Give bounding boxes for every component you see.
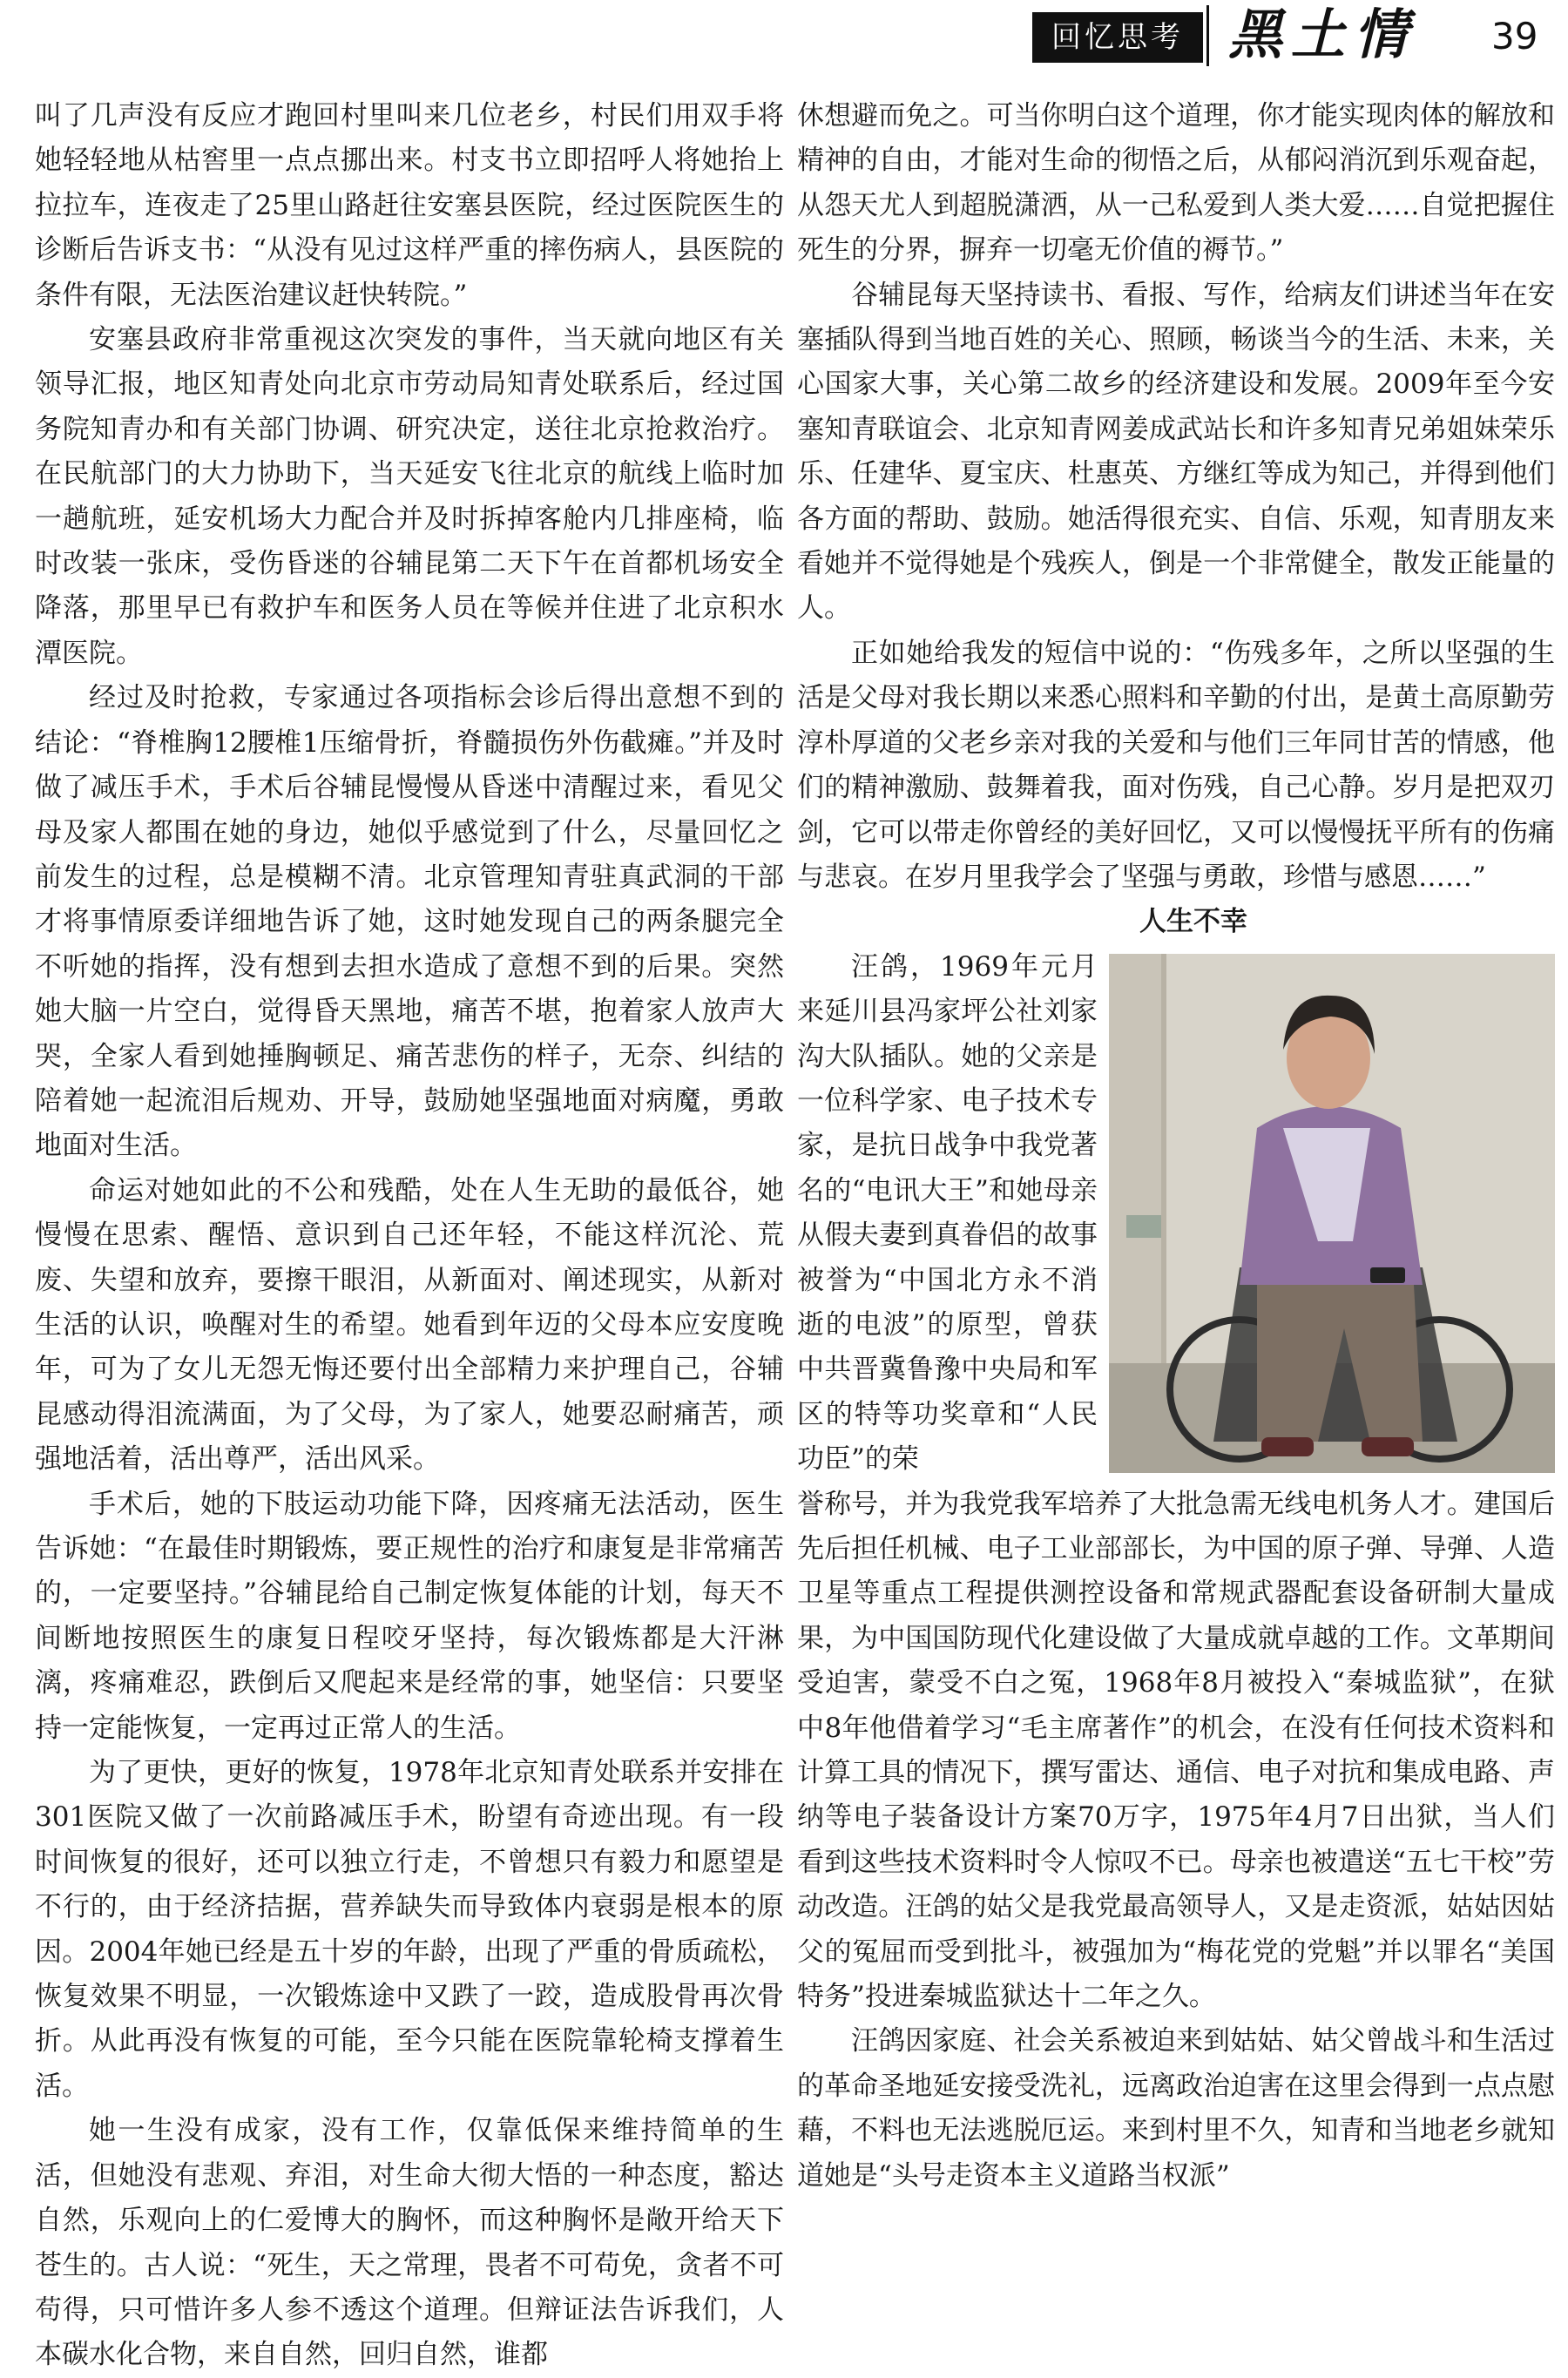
left-column <box>35 94 784 2378</box>
paragraph: 正如她给我发的短信中说的：“伤残多年，之所以坚强的生活是父母对我长期以来悉心照料和辛勤的付出，是黄土高原勤劳淳朴厚道的父老乡亲对我的关爱和与他们三年同甘苦的情感，他们的精神激励、鼓舞着我，面对伤残，自己心静。岁月是把双刃剑，它可以带走你曾经的美好回忆，又可以慢慢抚平所有的伤痛与悲哀。在岁月里我学会了坚强与勇敢，珍惜与感恩……” <box>797 637 1555 893</box>
paragraph: 汪鸽因家庭、社会关系被迫来到姑姑、姑父曾战斗和生活过的革命圣地延安接受洗礼，远离政治迫害在这里会得到一点点慰藉，不料也无法逃脱厄运。来到村里不久，知青和当地老乡就知道她是“头号走资本主义道路当权派” <box>797 2025 1555 2192</box>
paragraph: 手术后，她的下肢运动功能下降，因疼痛无法活动，医生告诉她：“在最佳时期锻炼，要正规性的治疗和康复是非常痛苦的，一定要坚持。”谷辅昆给自己制定恢复体能的计划，每天不间断地按照医生的康复日程咬牙坚持，每次锻炼都是大汗淋漓，疼痛难忍，跌倒后又爬起来是经常的事，她坚信：只要坚持一定能恢复，一定再过正常人的生活。 <box>35 1488 784 1744</box>
paragraph: 为了更快，更好的恢复，1978年北京知青处联系并安排在301医院又做了一次前路减压手术，盼望有奇迹出现。有一段时间恢复的很好，还可以独立行走，不曾想只有毅力和愿望是不行的，由于经济拮据，营养缺失而导致体内衰弱是根本的原因。2004年她已经是五十岁的年龄，出现了严重的骨质疏松，恢复效果不明显，一次锻炼途中又跌了一跤，造成股骨再次骨折。从此再没有恢复的可能，至今只能在医院靠轮椅支撑着生活。 <box>35 1757 784 2102</box>
right-column <box>797 94 1555 2199</box>
section-tag: 回忆思考 <box>1032 12 1203 63</box>
paragraph: 叫了几声没有反应才跑回村里叫来几位老乡，村民们用双手将她轻轻地从枯窖里一点点挪出来。村支书立即招呼人将她抬上拉拉车，连夜走了25里山路赶往安塞县医院，经过医院医生的诊断后告诉支书：“从没有见过这样严重的摔伤病人，县医院的条件有限，无法医治建议赶快转院。” <box>35 100 784 311</box>
section-subheading: 人生不幸 <box>1139 906 1247 938</box>
paragraph: 安塞县政府非常重视这次突发的事件，当天就向地区有关领导汇报，地区知青处向北京市劳动局知青处联系后，经过国务院知青办和有关部门协调、研究决定，送往北京抢救治疗。在民航部门的大力协助下，当天延安飞往北京的航线上临时加一趟航班，延安机场大力配合并及时拆掉客舱内几排座椅，临时改装一张床，受伤昏迷的谷辅昆第二天下午在首都机场安全降落，那里早已有救护车和医务人员在等候并住进了北京积水潭医院。 <box>35 324 784 669</box>
paragraph: 谷辅昆每天坚持读书、看报、写作，给病友们讲述当年在安塞插队得到当地百姓的关心、照顾，畅谈当今的生活、未来，关心国家大事，关心第二故乡的经济建设和发展。2009年至今安塞知青联谊会、北京知青网姜成武站长和许多知青兄弟姐妹荣乐乐、任建华、夏宝庆、杜惠英、方继红等成为知己，并得到他们各方面的帮助、鼓励。她活得很充实、自信、乐观，知青朋友来看她并不觉得她是个残疾人，倒是一个非常健全，散发正能量的人。 <box>797 279 1555 625</box>
paragraph: 休想避而免之。可当你明白这个道理，你才能实现肉体的解放和精神的自由，才能对生命的彻悟之后，从郁闷消沉到乐观奋起，从怨天尤人到超脱潇洒，从一己私爱到人类大爱……自觉把握住死生的分界，摒弃一切毫无价值的褥节。” <box>797 100 1555 267</box>
header-divider <box>1206 5 1209 66</box>
photo-illustration <box>1109 954 1555 1473</box>
paragraph: 汪鸽，1969年元月来延川县冯家坪公社刘家沟大队插队。她的父亲是一位科学家、电子技术专家，是抗日战争中我党著名的“电讯大王”和她母亲从假夫妻到真眷侣的故事被誉为“中国北方永不消逝的电波”的原型，曾获中共晋冀鲁豫中央局和军区的特等功奖章和“人民功臣”的荣 <box>797 950 1098 1476</box>
paragraph: 她一生没有成家，没有工作，仅靠低保来维持简单的生活，但她没有悲观、弃泪，对生命大彻大悟的一种态度，豁达自然，乐观向上的仁爱博大的胸怀，而这种胸怀是敞开给天下苍生的。古人说：“死生，天之常理，畏者不可苟免，贪者不可苟得，只可惜许多人参不透这个道理。但辩证法告诉我们，人本碳水化合物，来自自然，回归自然，谁都 <box>35 2115 784 2371</box>
page-number: 39 <box>1491 15 1538 57</box>
woman-in-wheelchair-photo <box>1109 954 1555 1473</box>
photo-wrap-block <box>797 945 1555 1483</box>
paragraph: 经过及时抢救，专家通过各项指标会诊后得出意想不到的结论：“脊椎胸12腰椎1压缩骨折，脊髓损伤外伤截瘫。”并及时做了减压手术，手术后谷辅昆慢慢从昏迷中清醒过来，看见父母及家人都围在她的身边，她似乎感觉到了什么，尽量回忆之前发生的过程，总是模糊不清。北京管理知青驻真武洞的干部才将事情原委详细地告诉了她，这时她发现自己的两条腿完全不听她的指挥，没有想到去担水造成了意想不到的后果。突然她大脑一片空白，觉得昏天黑地，痛苦不堪，抱着家人放声大哭，全家人看到她捶胸顿足、痛苦悲伤的样子，无奈、纠结的陪着她一起流泪后规劝、开导，鼓励她坚强地面对病魔，勇敢地面对生活。 <box>35 682 784 1162</box>
paragraph: 命运对她如此的不公和残酷，处在人生无助的最低谷，她慢慢在思索、醒悟、意识到自己还年轻，不能这样沉沦、荒废、失望和放弃，要擦干眼泪，从新面对、阐述现实，从新对生活的认识，唤醒对生的希望。她看到年迈的父母本应安度晚年，可为了女儿无怨无悔还要付出全部精力来护理自己，谷辅昆感动得泪流满面，为了父母，为了家人，她要忍耐痛苦，顽强地活着，活出尊严，活出风采。 <box>35 1174 784 1476</box>
page-header <box>0 0 1568 78</box>
magazine-title: 黑土情 <box>1228 3 1417 66</box>
paragraph: 誉称号，并为我党我军培养了大批急需无线电机务人才。建国后先后担任机械、电子工业部部长，为中国的原子弹、导弹、人造卫星等重点工程提供测控设备和常规武器配套设备研制大量成果，为中国国防现代化建设做了大量成就卓越的工作。文革期间受迫害，蒙受不白之冤，1968年8月被投入“秦城监狱”，在狱中8年他借着学习“毛主席著作”的机会，在没有任何技术资料和计算工具的情况下，撰写雷达、通信、电子对抗和集成电路、声纳等电子装备设计方案70万字，1975年4月7日出狱，当人们看到这些技术资料时令人惊叹不已。母亲也被遣送“五七干校”劳动改造。汪鸽的姑父是我党最高领导人，又是走资派，姑姑因姑父的冤屈而受到批斗，被强加为“梅花党的党魁”并以罪名“美国特务”投进秦城监狱达十二年之久。 <box>797 1488 1555 2013</box>
